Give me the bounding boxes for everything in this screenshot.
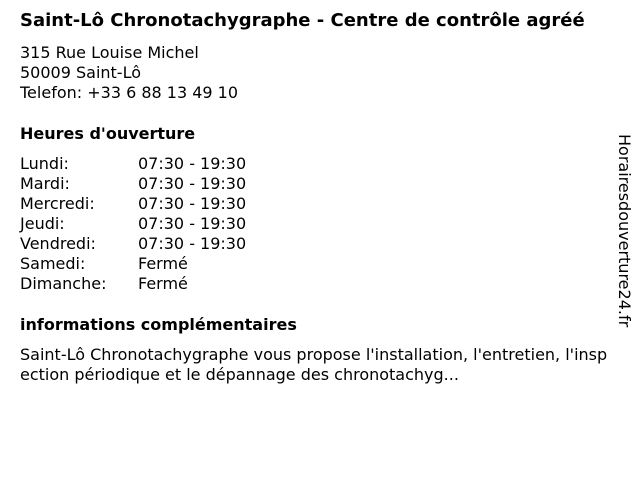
address-street: 315 Rue Louise Michel xyxy=(20,43,199,62)
watermark-site-name: Horairesdouverture24.fr xyxy=(615,134,634,328)
hours-row-friday xyxy=(20,234,610,254)
business-card xyxy=(20,10,610,385)
hours-row-thursday xyxy=(20,214,610,234)
time-value: 07:30 - 19:30 xyxy=(138,174,247,193)
phone-number: Telefon: +33 6 88 13 49 10 xyxy=(20,83,239,102)
info-heading: informations complémentaires xyxy=(20,315,297,334)
hours-row-monday xyxy=(20,154,610,174)
time-value: 07:30 - 19:30 xyxy=(138,194,247,213)
info-description: Saint-Lô Chronotachygraphe vous propose l'installation, l'entretien, l'inspection périodique et le dépannage des chronotachyg... xyxy=(20,345,608,384)
page-title: Saint-Lô Chronotachygraphe - Centre de contrôle agréé xyxy=(20,10,585,31)
time-value: 07:30 - 19:30 xyxy=(138,154,247,173)
day-label: Samedi: xyxy=(20,254,86,273)
hours-row-wednesday xyxy=(20,194,610,214)
day-label: Jeudi: xyxy=(20,214,65,233)
day-label: Dimanche: xyxy=(20,274,107,293)
hours-row-saturday xyxy=(20,254,610,274)
time-value: Fermé xyxy=(138,274,188,293)
time-value: 07:30 - 19:30 xyxy=(138,214,247,233)
time-value: Fermé xyxy=(138,254,188,273)
hours-row-sunday xyxy=(20,274,610,294)
time-value: 07:30 - 19:30 xyxy=(138,234,247,253)
hours-heading: Heures d'ouverture xyxy=(20,124,196,143)
address-block xyxy=(20,43,610,103)
day-label: Lundi: xyxy=(20,154,69,173)
hours-row-tuesday xyxy=(20,174,610,194)
day-label: Vendredi: xyxy=(20,234,96,253)
day-label: Mardi: xyxy=(20,174,70,193)
day-label: Mercredi: xyxy=(20,194,95,213)
hours-table xyxy=(20,154,610,294)
address-city: 50009 Saint-Lô xyxy=(20,63,141,82)
